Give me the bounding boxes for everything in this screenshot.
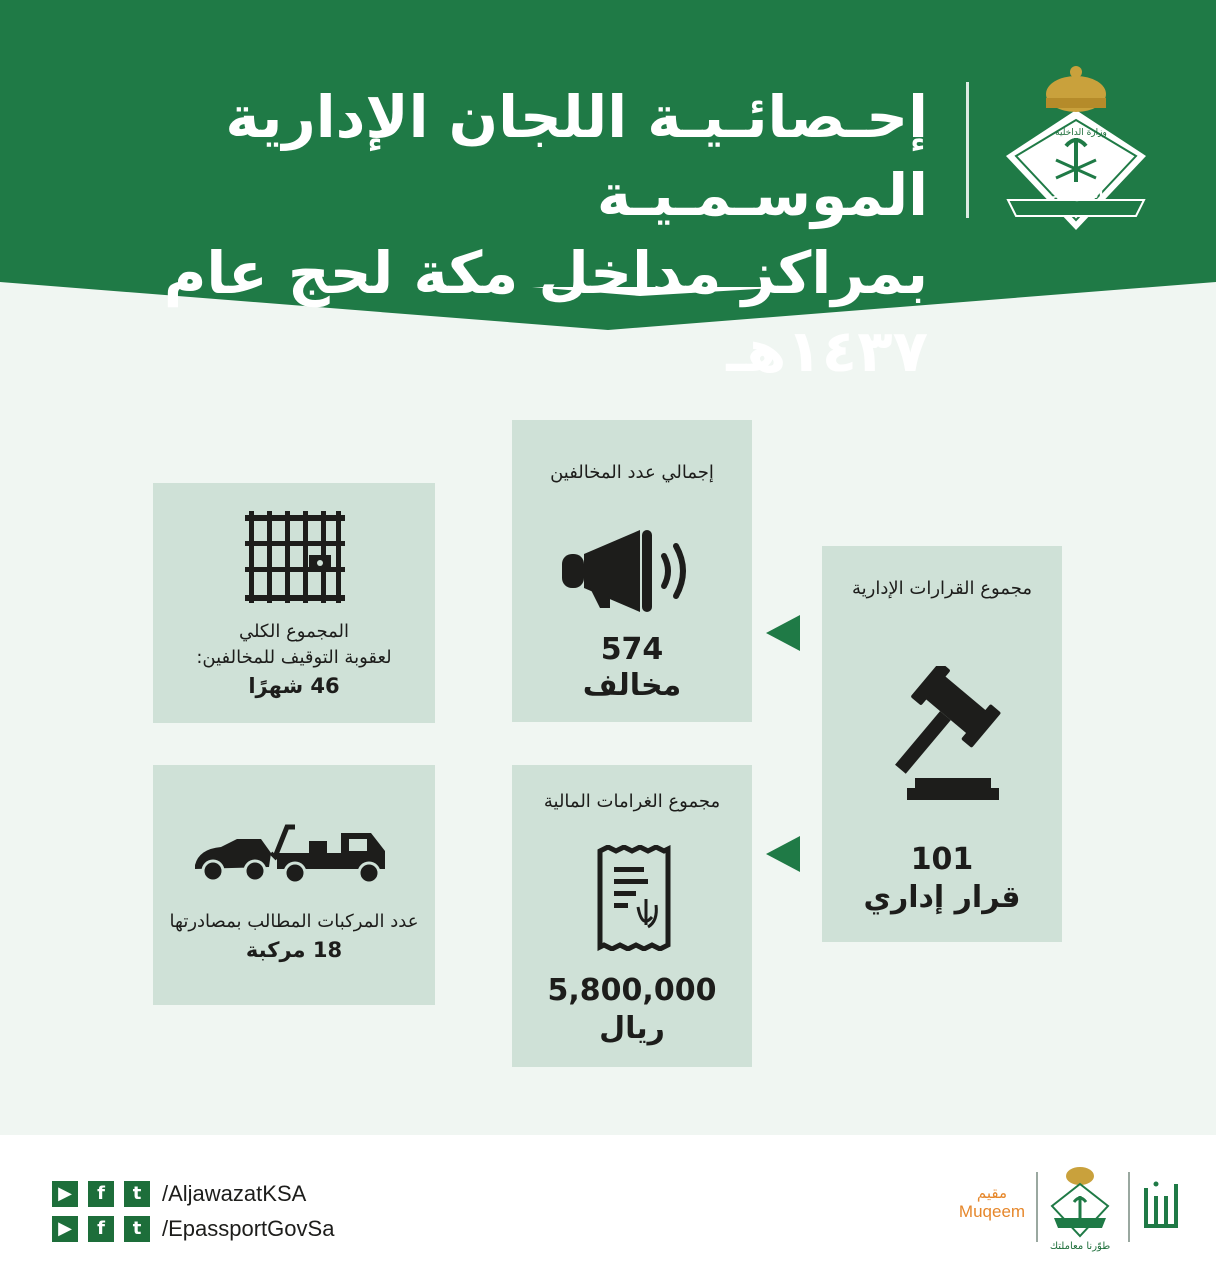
fines-value: 5,800,000 — [547, 973, 717, 1008]
decisions-value: 101 — [910, 842, 974, 877]
title-divider — [966, 82, 969, 218]
footer-divider — [1036, 1172, 1038, 1242]
muqeem-logo — [952, 1184, 1032, 1222]
fines-unit: ريال — [599, 1011, 665, 1046]
arrow-left-icon — [766, 836, 800, 872]
jawazat-footer-logo-icon — [1048, 1162, 1112, 1240]
gavel-icon — [877, 666, 1007, 806]
detention-value: 46 شهرًا — [248, 674, 340, 698]
footer-divider — [1128, 1172, 1130, 1242]
social-handle-link[interactable]: /AljawazatKSA — [162, 1181, 307, 1206]
twitter-icon[interactable]: t — [124, 1216, 150, 1242]
absher-logo-icon — [1140, 1174, 1180, 1234]
page-title: إحـصائـيـة اللجان الإدارية الموسـمـيـة بمراكز مداخل مكة لحج عام ١٤٣٧هـ — [163, 83, 928, 385]
vehicles-value: 18 مركبة — [245, 938, 343, 962]
card-label: مجموع القرارات الإدارية — [852, 578, 1032, 599]
jawazat-emblem-icon — [996, 60, 1156, 240]
detention-label-line2: لعقوبة التوقيف للمخالفين: — [196, 647, 392, 668]
detention-label-line1: المجموع الكلي — [238, 621, 350, 642]
violators-value: 574 — [600, 632, 664, 667]
social-handle-link[interactable]: /EpassportGovSa — [162, 1216, 335, 1241]
card-administrative-decisions — [822, 546, 1062, 942]
decisions-unit: قرار إداري — [863, 880, 1021, 915]
card-label: مجموع الغرامات المالية — [543, 791, 721, 812]
card-impounded-vehicles — [153, 765, 435, 1005]
social-row-epassport — [52, 1216, 334, 1242]
youtube-icon[interactable]: ▶ — [52, 1216, 78, 1242]
tow-truck-icon — [191, 823, 391, 885]
violators-unit: مخالف — [582, 668, 682, 703]
facebook-icon[interactable]: f — [88, 1181, 114, 1207]
emblem-label: الجوازات — [1046, 187, 1104, 202]
jail-icon — [243, 511, 347, 603]
social-row-aljawazat — [52, 1181, 306, 1207]
footer — [0, 1135, 1216, 1280]
megaphone-icon — [560, 524, 700, 620]
arrow-left-icon — [766, 615, 800, 651]
muqeem-english: Muqeem — [958, 1202, 1026, 1221]
card-detention-penalty — [153, 483, 435, 723]
twitter-icon[interactable]: t — [124, 1181, 150, 1207]
facebook-icon[interactable]: f — [88, 1216, 114, 1242]
card-total-fines — [512, 765, 752, 1067]
jawazat-caption: طوّرنا معاملتك — [1049, 1241, 1111, 1252]
youtube-icon[interactable]: ▶ — [52, 1181, 78, 1207]
muqeem-arabic: مقيم — [976, 1184, 1008, 1202]
emblem-ministry-text: وزارة الداخلية — [1055, 128, 1107, 138]
vehicles-label: عدد المركبات المطالب بمصادرتها — [169, 911, 419, 932]
receipt-riyal-icon — [596, 845, 672, 951]
card-label: إجمالي عدد المخالفين — [550, 462, 714, 483]
card-total-violators — [512, 420, 752, 722]
